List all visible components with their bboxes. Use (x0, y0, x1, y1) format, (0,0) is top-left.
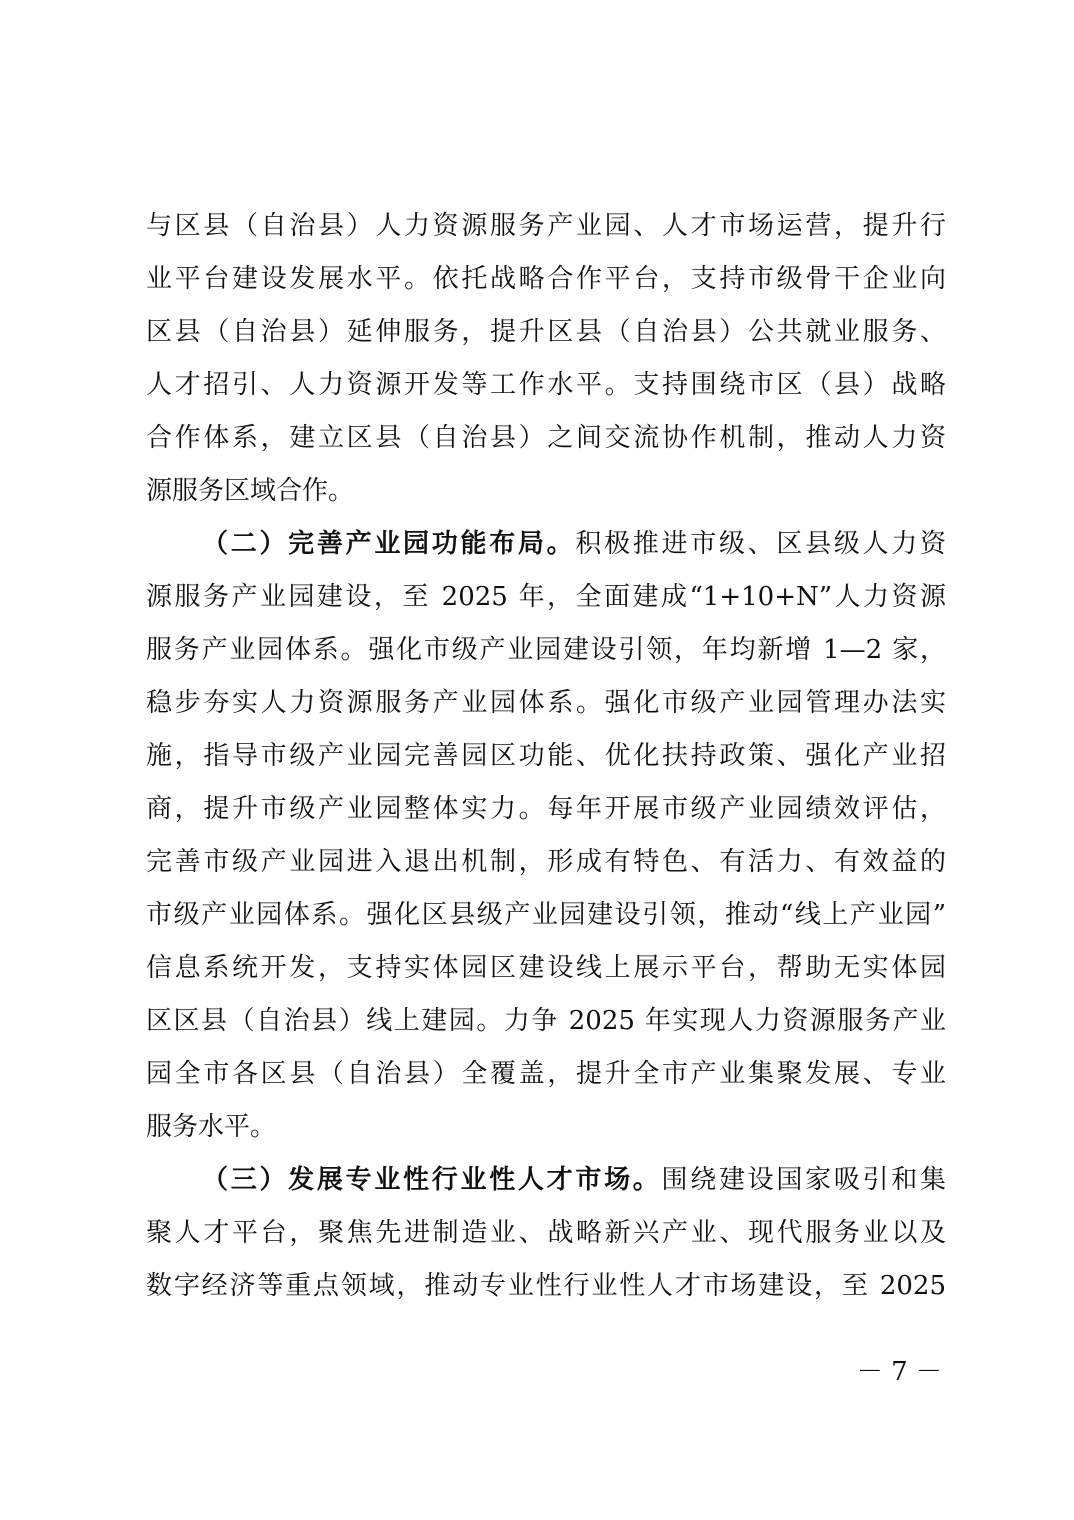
paragraph-2-line-10: 区区县（自治县）线上建园。力争 2025 年实现人力资源服务产业 (146, 1006, 946, 1036)
section-heading-3: （三）发展专业性行业性人才市场。 (202, 1165, 662, 1195)
paragraph-2-line-12: 服务水平。 (146, 1112, 277, 1142)
paragraph-2-line-11: 园全市各区县（自治县）全覆盖，提升全市产业集聚发展、专业 (146, 1059, 946, 1089)
paragraph-1-line-2: 业平台建设发展水平。依托战略合作平台，支持市级骨干企业向 (146, 264, 946, 294)
paragraph-2-line-5: 施，指导市级产业园完善园区功能、优化扶持政策、强化产业招 (146, 741, 946, 771)
paragraph-1-line-3: 区县（自治县）延伸服务，提升区县（自治县）公共就业服务、 (146, 317, 946, 347)
paragraph-3-line-2: 聚人才平台，聚焦先进制造业、战略新兴产业、现代服务业以及 (146, 1218, 946, 1248)
paragraph-3-first-line-text: 围绕建设国家吸引和集 (661, 1165, 946, 1195)
paragraph-2-line-6: 商，提升市级产业园整体实力。每年开展市级产业园绩效评估， (146, 794, 946, 824)
paragraph-1-line-6: 源服务区域合作。 (146, 476, 355, 506)
paragraph-1-line-5: 合作体系，建立区县（自治县）之间交流协作机制，推动人力资 (146, 423, 946, 453)
paragraph-1-line-4: 人才招引、人力资源开发等工作水平。支持围绕市区（县）战略 (146, 370, 946, 400)
paragraph-2-line-8: 市级产业园体系。强化区县级产业园建设引领，推动“线上产业园” (146, 900, 946, 930)
section-heading-2: （二）完善产业园功能布局。 (202, 529, 576, 559)
paragraph-3-line-3: 数字经济等重点领域，推动专业性行业性人才市场建设，至 2025 (146, 1271, 946, 1301)
paragraph-2-line-9: 信息系统开发，支持实体园区建设线上展示平台，帮助无实体园 (146, 953, 946, 983)
paragraph-2-line-3: 服务产业园体系。强化市级产业园建设引领，年均新增 1—2 家， (146, 635, 946, 665)
paragraph-2-line-2: 源服务产业园建设，至 2025 年，全面建成“1+10+N”人力资源 (146, 582, 946, 612)
paragraph-2-line-7: 完善市级产业园进入退出机制，形成有特色、有活力、有效益的 (146, 847, 946, 877)
page-number: － 7 － (856, 1357, 942, 1387)
paragraph-2-line-4: 稳步夯实人力资源服务产业园体系。强化市级产业园管理办法实 (146, 688, 946, 718)
paragraph-1-line-1: 与区县（自治县）人力资源服务产业园、人才市场运营，提升行 (146, 211, 946, 241)
paragraph-2-first-line-text: 积极推进市级、区县级人力资 (575, 529, 946, 559)
paragraph-3-first-line (146, 1154, 946, 1207)
paragraph-2-first-line (146, 518, 946, 571)
body-text (146, 200, 946, 1313)
